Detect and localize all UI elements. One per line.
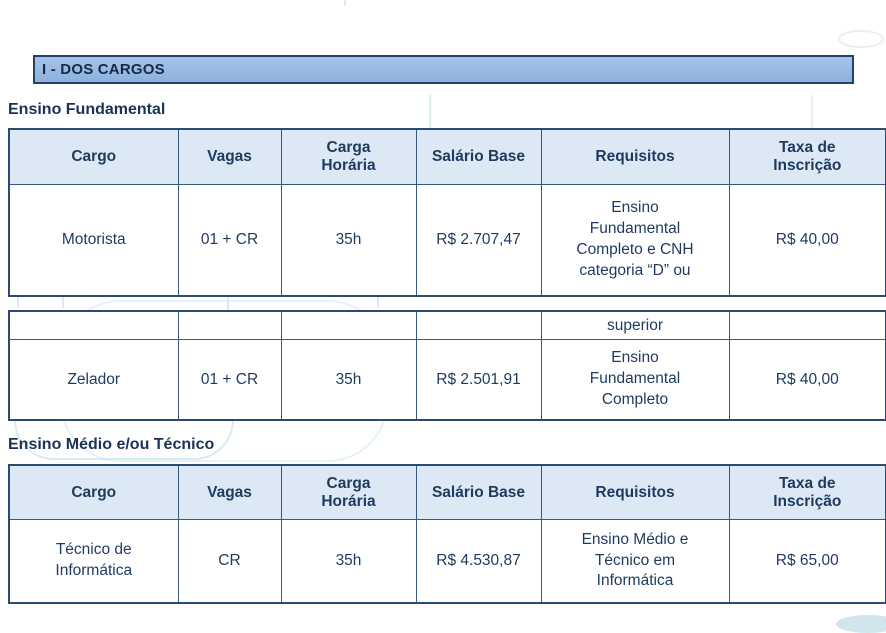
cell-empty bbox=[9, 311, 178, 340]
cell-requisitos-continuation: superior bbox=[541, 311, 729, 340]
col-header-salario-base: Salário Base bbox=[416, 465, 541, 520]
faint-corner-arc bbox=[838, 30, 884, 48]
cell-requisitos: Ensino Fundamental Completo e CNH categoria “D” ou bbox=[541, 185, 729, 297]
cell-salario-base: R$ 2.707,47 bbox=[416, 185, 541, 297]
cell-requisitos: Ensino Médio e Técnico em Informática bbox=[541, 520, 729, 604]
table-row-superior bbox=[9, 311, 886, 340]
cell-taxa-inscricao: R$ 65,00 bbox=[729, 520, 886, 604]
cell-empty bbox=[178, 311, 281, 340]
cell-cargo: Técnico de Informática bbox=[9, 520, 178, 604]
cell-vagas: CR bbox=[178, 520, 281, 604]
table-row-zelador bbox=[9, 340, 886, 421]
table-ensino-medio-tecnico bbox=[8, 464, 886, 604]
cell-empty bbox=[416, 311, 541, 340]
table-ensino-fundamental bbox=[8, 128, 886, 297]
cell-salario-base: R$ 2.501,91 bbox=[416, 340, 541, 421]
cell-taxa-inscricao: R$ 40,00 bbox=[729, 340, 886, 421]
col-header-salario-base: Salário Base bbox=[416, 129, 541, 185]
section-title-label: I - DOS CARGOS bbox=[42, 61, 165, 78]
faint-vertical-mark bbox=[344, 0, 346, 6]
col-header-cargo: Cargo bbox=[9, 129, 178, 185]
col-header-cargo: Cargo bbox=[9, 465, 178, 520]
col-header-taxa-inscricao: Taxa de Inscrição bbox=[729, 465, 886, 520]
cell-vagas: 01 + CR bbox=[178, 340, 281, 421]
cell-salario-base: R$ 4.530,87 bbox=[416, 520, 541, 604]
col-header-requisitos: Requisitos bbox=[541, 465, 729, 520]
faint-vertical-line bbox=[811, 95, 813, 128]
cell-taxa-inscricao: R$ 40,00 bbox=[729, 185, 886, 297]
col-header-vagas: Vagas bbox=[178, 129, 281, 185]
cell-empty bbox=[729, 311, 886, 340]
cell-requisitos: Ensino Fundamental Completo bbox=[541, 340, 729, 421]
col-header-requisitos: Requisitos bbox=[541, 129, 729, 185]
table-header-row bbox=[9, 465, 886, 520]
faint-vertical-line bbox=[429, 95, 431, 128]
col-header-carga-horaria: Carga Horária bbox=[281, 465, 416, 520]
col-header-vagas: Vagas bbox=[178, 465, 281, 520]
col-header-taxa-inscricao: Taxa de Inscrição bbox=[729, 129, 886, 185]
table-continuation-zelador bbox=[8, 310, 886, 421]
cell-carga-horaria: 35h bbox=[281, 520, 416, 604]
cell-vagas: 01 + CR bbox=[178, 185, 281, 297]
table-row-motorista bbox=[9, 185, 886, 297]
cell-cargo: Zelador bbox=[9, 340, 178, 421]
table-header-row bbox=[9, 129, 886, 185]
section-title-bar bbox=[33, 55, 854, 84]
cell-empty bbox=[281, 311, 416, 340]
heading-ensino-medio-tecnico: Ensino Médio e/ou Técnico bbox=[8, 436, 215, 453]
heading-ensino-fundamental: Ensino Fundamental bbox=[8, 101, 166, 118]
table-row-tecnico-informatica bbox=[9, 520, 886, 604]
faint-bottom-ellipse bbox=[836, 615, 886, 633]
cell-carga-horaria: 35h bbox=[281, 340, 416, 421]
cell-cargo: Motorista bbox=[9, 185, 178, 297]
cell-carga-horaria: 35h bbox=[281, 185, 416, 297]
col-header-carga-horaria: Carga Horária bbox=[281, 129, 416, 185]
